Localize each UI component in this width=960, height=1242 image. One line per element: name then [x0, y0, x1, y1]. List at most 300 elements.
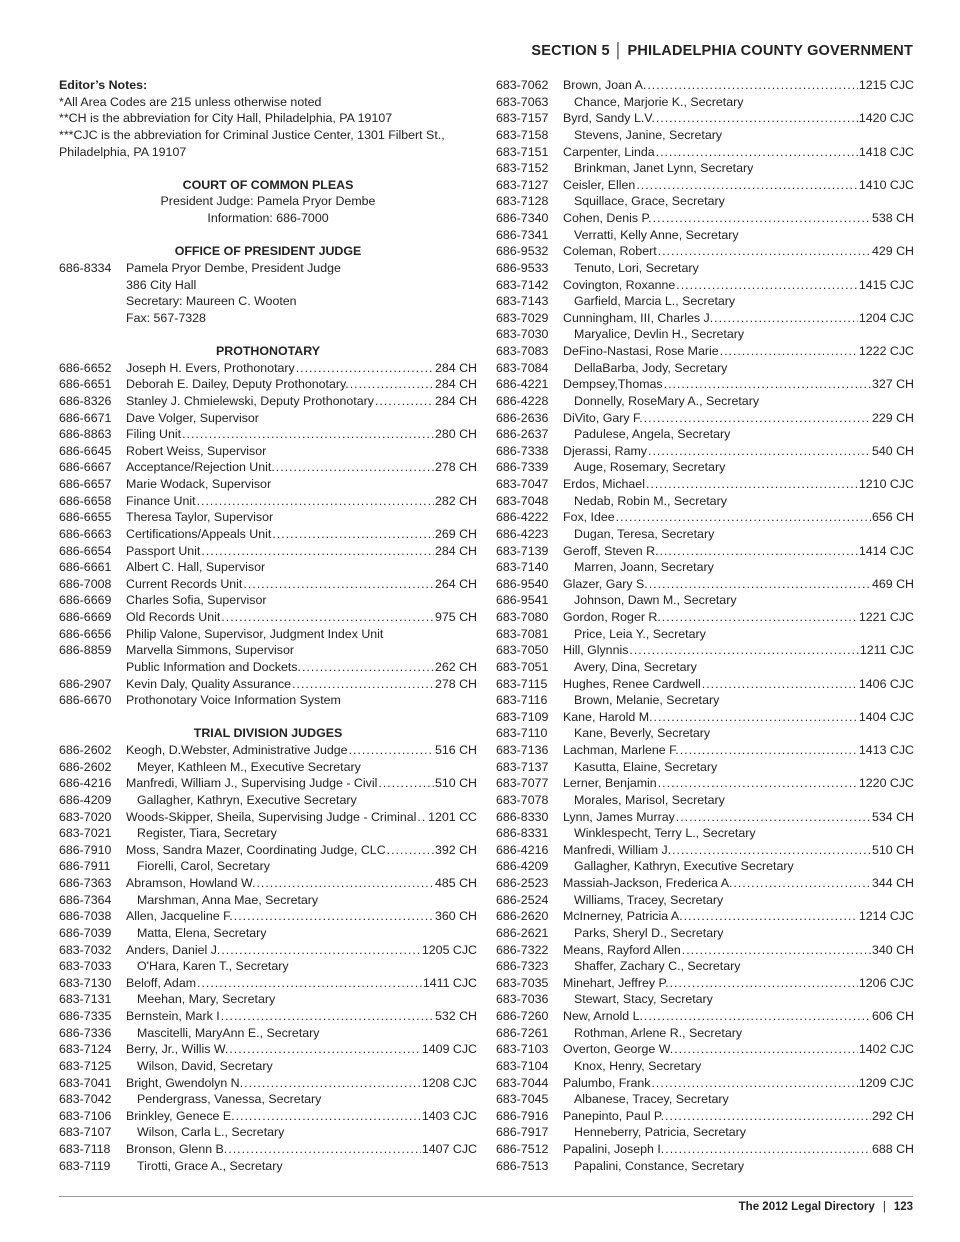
- phone-number: 686-9533: [496, 260, 549, 275]
- footer-separator: |: [882, 1201, 886, 1213]
- directory-entry: [496, 77, 914, 94]
- phone-number: 686-6671: [59, 410, 112, 425]
- directory-entry: [59, 642, 477, 659]
- directory-entry: [59, 1141, 477, 1158]
- entry-name: Bright, Gwendolyn N.: [126, 1075, 244, 1090]
- directory-entry: [496, 144, 914, 161]
- entry-name: Gordon, Roger R.: [563, 610, 661, 624]
- dot-leader: [636, 177, 858, 194]
- room-number: 284 CH: [434, 360, 477, 375]
- directory-entry: [59, 609, 477, 626]
- room-number: 269 CH: [434, 526, 477, 541]
- office-detail: Fax: 567-7328: [126, 310, 206, 325]
- directory-entry: [496, 676, 914, 693]
- directory-entry: [59, 1091, 477, 1108]
- dot-leader: [702, 676, 858, 693]
- entry-name: DeFino-Nastasi, Rose Marie: [563, 344, 719, 358]
- directory-entry: [59, 576, 477, 593]
- entry-name: Henneberry, Patricia, Secretary: [574, 1125, 746, 1140]
- entry-name: Brown, Joan A.: [563, 78, 647, 92]
- phone-number: 683-7107: [59, 1125, 112, 1140]
- entry-name: Fox, Idee: [563, 510, 615, 525]
- phone-number: 683-7152: [496, 161, 549, 176]
- entry-name: Panepinto, Paul P.: [563, 1108, 665, 1123]
- entry-name: Dave Volger, Supervisor: [126, 410, 259, 425]
- phone-number: 686-6670: [59, 693, 112, 708]
- entry-name: McInerney, Patricia A.: [563, 909, 683, 924]
- phone-number: 683-7077: [496, 776, 549, 791]
- directory-entry: [496, 809, 914, 826]
- directory-entry: [59, 825, 477, 842]
- dot-leader: [375, 393, 434, 410]
- entry-name: Pendergrass, Vanessa, Secretary: [137, 1092, 322, 1107]
- footer-rule: [59, 1196, 913, 1197]
- phone-number: 683-7063: [496, 94, 549, 109]
- phone-number: 686-6651: [59, 377, 112, 392]
- phone-number: 683-7081: [496, 626, 549, 641]
- entry-name: Kevin Daly, Quality Assurance: [126, 676, 292, 691]
- dot-leader: [644, 410, 871, 427]
- phone-number: 686-9532: [496, 244, 549, 259]
- directory-entry: [496, 576, 914, 593]
- directory-entry: [59, 393, 477, 410]
- directory-entry: [496, 875, 914, 892]
- phone-number: 683-7131: [59, 992, 112, 1007]
- phone-number: 686-2907: [59, 676, 112, 691]
- office-detail: Secretary: Maureen C. Wooten: [126, 294, 297, 309]
- directory-entry: [496, 775, 914, 792]
- entry-name: Acceptance/Rejection Unit.: [126, 460, 275, 475]
- directory-entry: [496, 925, 914, 942]
- phone-number: 683-7151: [496, 144, 549, 159]
- phone-number: 686-7513: [496, 1158, 549, 1173]
- entry-name: Byrd, Sandy L.V.: [563, 111, 655, 126]
- directory-entry: [59, 692, 477, 709]
- entry-name: Tenuto, Lori, Secretary: [574, 260, 699, 275]
- directory-entry: [496, 559, 914, 576]
- office-entry: [59, 260, 477, 277]
- directory-entry: [496, 908, 914, 925]
- entry-name: Kane, Beverly, Secretary: [574, 726, 711, 741]
- room-number: 1208 CJC: [421, 1075, 477, 1090]
- dot-leader: [648, 443, 871, 460]
- entry-name: Glazer, Gary S.: [563, 576, 648, 591]
- court-title: COURT OF COMMON PLEAS: [182, 177, 354, 192]
- room-number: 1409 CJC: [421, 1042, 477, 1057]
- phone-number: 683-7078: [496, 792, 549, 807]
- phone-number: 686-6654: [59, 543, 112, 558]
- phone-number: 686-7916: [496, 1108, 549, 1123]
- entry-name: Padulese, Angela, Secretary: [574, 427, 731, 442]
- phone-number: 683-7124: [59, 1042, 112, 1057]
- directory-entry: [59, 410, 477, 427]
- directory-entry: [496, 376, 914, 393]
- entry-name: Certifications/Appeals Unit: [126, 526, 272, 541]
- entry-name: Manfredi, William J., Supervising Judge - Civil: [126, 776, 378, 791]
- phone-number: 683-7051: [496, 659, 549, 674]
- entry-name: O'Hara, Karen T., Secretary: [137, 959, 289, 974]
- entry-name: Coleman, Robert: [563, 244, 657, 259]
- phone-number: 686-8331: [496, 826, 549, 841]
- room-number: 540 CH: [871, 443, 914, 458]
- directory-entry: [496, 277, 914, 294]
- phone-number: 683-7029: [496, 310, 549, 325]
- entry-name: Stevens, Janine, Secretary: [574, 127, 723, 142]
- phone-number: 686-8330: [496, 809, 549, 824]
- directory-entry: [496, 243, 914, 260]
- entry-name: Avery, Dina, Secretary: [574, 659, 697, 674]
- note-line: Philadelphia, PA 19107: [59, 144, 187, 159]
- entry-name: Meehan, Mary, Secretary: [137, 992, 276, 1007]
- directory-entry: [496, 792, 914, 809]
- room-number: 1214 CJC: [858, 909, 914, 924]
- entry-name: Williams, Tracey, Secretary: [574, 892, 724, 907]
- phone-number: 686-7341: [496, 227, 549, 242]
- dot-leader: [647, 77, 858, 94]
- entry-name: Hill, Glynnis: [563, 643, 629, 658]
- phone-number: 683-7084: [496, 360, 549, 375]
- entry-name: Pamela Pryor Dembe, President Judge: [126, 260, 341, 275]
- room-number: 1209 CJC: [858, 1075, 914, 1090]
- directory-entry: [496, 160, 914, 177]
- dot-leader: [616, 509, 871, 526]
- entry-name: Garfield, Marcia L., Secretary: [574, 294, 736, 309]
- phone-number: 683-7140: [496, 560, 549, 575]
- dot-leader: [221, 609, 434, 626]
- dot-leader: [221, 942, 421, 959]
- phone-number: 686-9540: [496, 576, 549, 591]
- room-number: 392 CH: [434, 842, 477, 857]
- directory-entry: [496, 1108, 914, 1125]
- directory-entry: [496, 1141, 914, 1158]
- room-number: 1420 CJC: [858, 111, 914, 126]
- entry-name: Woods-Skipper, Sheila, Supervising Judge - Criminal: [126, 809, 417, 824]
- directory-entry: [496, 459, 914, 476]
- phone-number: 686-2621: [496, 925, 549, 940]
- phone-number: 683-7127: [496, 177, 549, 192]
- entry-name: Kane, Harold M.: [563, 709, 653, 724]
- note-line: **CH is the abbreviation for City Hall, Philadelphia, PA 19107: [59, 111, 393, 126]
- directory-entry: [496, 443, 914, 460]
- entry-name: Price, Leia Y., Secretary: [574, 626, 706, 641]
- entry-name: Erdos, Michael: [563, 477, 645, 491]
- dot-leader: [229, 1041, 421, 1058]
- phone-number: 686-6658: [59, 493, 112, 508]
- directory-entry: [496, 1091, 914, 1108]
- directory-entry: [496, 526, 914, 543]
- entry-name: Cohen, Denis P.: [563, 211, 652, 225]
- entry-name: Mascitelli, MaryAnn E., Secretary: [137, 1025, 320, 1040]
- office-detail: 386 City Hall: [126, 277, 197, 292]
- entry-name: Old Records Unit: [126, 610, 221, 624]
- dot-leader: [387, 842, 434, 859]
- dot-leader: [350, 376, 434, 393]
- directory-entry: [59, 775, 477, 792]
- entry-name: Marren, Joann, Secretary: [574, 560, 714, 575]
- room-number: 485 CH: [434, 876, 477, 890]
- dot-leader: [660, 543, 858, 560]
- phone-number: 686-2602: [59, 743, 112, 757]
- entry-name: Gallagher, Kathryn, Executive Secretary: [137, 792, 357, 807]
- room-number: 284 CH: [434, 543, 477, 558]
- directory-entry: [496, 227, 914, 244]
- entry-name: Ceisler, Ellen: [563, 177, 636, 192]
- information-line: Information: 686-7000: [207, 211, 329, 225]
- entry-name: Auge, Rosemary, Secretary: [574, 460, 726, 475]
- entry-name: Philip Valone, Supervisor, Judgment Index Unit: [126, 626, 384, 641]
- directory-entry: [59, 759, 477, 776]
- entry-name: Meyer, Kathleen M., Executive Secretary: [137, 759, 361, 774]
- directory-entry: [59, 809, 477, 826]
- directory-entry: [496, 210, 914, 227]
- entry-name: Bernstein, Mark I: [126, 1009, 220, 1023]
- directory-entry: [59, 426, 477, 443]
- entry-name: Nedab, Robin M., Secretary: [574, 493, 727, 508]
- directory-entry: [496, 260, 914, 277]
- directory-entry: [496, 110, 914, 127]
- dot-leader: [651, 1075, 857, 1092]
- dot-leader: [221, 1008, 434, 1025]
- phone-number: 686-6645: [59, 443, 112, 458]
- dot-leader: [182, 426, 434, 443]
- entry-name: Parks, Sheryl D., Secretary: [574, 925, 724, 940]
- room-number: 510 CH: [434, 776, 477, 791]
- directory-entry: [59, 908, 477, 925]
- phone-number: 686-7008: [59, 576, 112, 591]
- room-number: 344 CH: [871, 876, 914, 890]
- dot-leader: [197, 493, 434, 510]
- phone-number: 683-7115: [496, 676, 548, 691]
- directory-entry: [59, 1158, 477, 1175]
- dot-leader: [296, 360, 434, 377]
- room-number: 280 CH: [434, 427, 477, 442]
- phone-number: 683-7125: [59, 1058, 112, 1073]
- dot-leader: [653, 210, 871, 227]
- phone-number: 686-6656: [59, 626, 112, 641]
- phone-number: 686-4223: [496, 526, 549, 541]
- directory-entry: [496, 975, 914, 992]
- directory-entry: [496, 942, 914, 959]
- entry-name: Dempsey,Thomas: [563, 377, 663, 392]
- phone-number: 683-7048: [496, 493, 549, 508]
- entry-name: Manfredi, William J.: [563, 842, 672, 857]
- entry-name: Verratti, Kelly Anne, Secretary: [574, 227, 739, 242]
- entry-name: Massiah-Jackson, Frederica A.: [563, 876, 733, 890]
- directory-entry: [496, 892, 914, 909]
- phone-number: 686-2524: [496, 892, 549, 907]
- entry-name: Joseph H. Evers, Prothonotary: [126, 360, 295, 375]
- dot-leader: [656, 144, 858, 161]
- entry-name: Knox, Henry, Secretary: [574, 1058, 702, 1073]
- phone-number: 683-7137: [496, 759, 549, 774]
- dot-leader: [676, 809, 871, 826]
- room-number: 516 CH: [434, 743, 477, 757]
- entry-name: Lerner, Benjamin: [563, 776, 657, 791]
- entry-name: Prothonotary Voice Information System: [126, 693, 341, 708]
- entry-name: Brinkley, Genece E.: [126, 1108, 235, 1123]
- dot-leader: [349, 742, 434, 759]
- phone-number: 686-2620: [496, 909, 549, 924]
- entry-name: Kasutta, Elaine, Secretary: [574, 759, 718, 774]
- dot-leader: [664, 376, 871, 393]
- phone-number: 683-7109: [496, 709, 549, 724]
- phone-number: 683-7106: [59, 1108, 112, 1123]
- phone-number: 686-4221: [496, 377, 549, 392]
- phone-number: 686-6669: [59, 610, 112, 624]
- room-number: 1221 CJC: [858, 610, 914, 624]
- directory-entry: [59, 459, 477, 476]
- phone-number: 683-7142: [496, 277, 549, 292]
- phone-number: 683-7050: [496, 643, 549, 658]
- directory-entry: [59, 1124, 477, 1141]
- phone-number: 683-7136: [496, 743, 549, 757]
- room-number: 1414 CJC: [858, 543, 914, 558]
- phone-number: 686-4209: [496, 859, 549, 874]
- phone-number: 683-7103: [496, 1042, 549, 1057]
- phone-number: 686-7335: [59, 1009, 112, 1023]
- directory-entry: [59, 443, 477, 460]
- phone-number: 686-7039: [59, 925, 112, 940]
- room-number: 360 CH: [434, 909, 477, 924]
- dot-leader: [228, 1141, 421, 1158]
- phone-number: 683-7116: [496, 693, 548, 708]
- phone-number: 686-7363: [59, 876, 112, 890]
- room-number: 1404 CJC: [858, 709, 914, 724]
- entry-name: Fiorelli, Carol, Secretary: [137, 859, 270, 874]
- room-number: 1403 CJC: [421, 1108, 477, 1123]
- entry-name: Chance, Marjorie K., Secretary: [574, 94, 744, 109]
- directory-entry: [59, 509, 477, 526]
- directory-entry: [496, 310, 914, 327]
- entry-name: Matta, Elena, Secretary: [137, 925, 267, 940]
- phone-number: 686-6669: [59, 593, 112, 608]
- directory-entry: [496, 326, 914, 343]
- directory-entry: [59, 360, 477, 377]
- room-number: 1413 CJC: [858, 743, 914, 757]
- note-line: *All Area Codes are 215 unless otherwise noted: [59, 94, 322, 109]
- phone-number: 686-7910: [59, 842, 112, 857]
- entry-name: Dugan, Teresa, Secretary: [574, 526, 715, 541]
- dot-leader: [644, 1008, 871, 1025]
- office-title: OFFICE OF PRESIDENT JUDGE: [174, 244, 362, 259]
- phone-number: 686-4222: [496, 510, 549, 525]
- phone-number: 686-7261: [496, 1025, 549, 1040]
- directory-entry: [59, 676, 477, 693]
- phone-number: 686-7364: [59, 892, 112, 907]
- room-number: 284 CH: [434, 377, 477, 392]
- section-header: SECTION 5 │ PHILADELPHIA COUNTY GOVERNMENT: [531, 43, 913, 59]
- entry-name: Johnson, Dawn M., Secretary: [574, 593, 737, 608]
- directory-entry: [496, 659, 914, 676]
- phone-number: 686-8859: [59, 643, 112, 658]
- directory-entry: [59, 858, 477, 875]
- directory-entry: [496, 709, 914, 726]
- president-judge-line: President Judge: Pamela Pryor Dembe: [160, 194, 376, 209]
- directory-entry: [59, 1075, 477, 1092]
- judges-list: [496, 77, 914, 1174]
- directory-entry: [496, 393, 914, 410]
- dot-leader: [658, 775, 858, 792]
- phone-number: 686-7340: [496, 211, 549, 225]
- entry-name: Anders, Daniel J.: [126, 942, 221, 957]
- page-number: 123: [893, 1201, 913, 1213]
- phone-number: 686-7512: [496, 1142, 549, 1156]
- directory-entry: [496, 609, 914, 626]
- entry-name: Marshman, Anna Mae, Secretary: [137, 892, 319, 907]
- entry-name: Brinkman, Janet Lynn, Secretary: [574, 161, 754, 176]
- dot-leader: [684, 908, 858, 925]
- directory-entry: [59, 1025, 477, 1042]
- phone-number: 686-7322: [496, 942, 549, 957]
- dot-leader: [629, 642, 858, 659]
- directory-entry: [59, 925, 477, 942]
- dot-leader: [292, 676, 434, 693]
- phone-number: 683-7021: [59, 826, 112, 841]
- entry-name: Winklespecht, Terry L., Secretary: [574, 826, 756, 841]
- directory-entry: [496, 725, 914, 742]
- directory-entry: [496, 991, 914, 1008]
- directory-entry: [59, 1008, 477, 1025]
- dot-leader: [417, 809, 427, 826]
- entry-name: Djerassi, Ramy: [563, 443, 647, 458]
- room-number: 1415 CJC: [858, 277, 914, 292]
- directory-entry: [496, 493, 914, 510]
- entry-name: Albanese, Tracey, Secretary: [574, 1092, 729, 1107]
- dot-leader: [649, 576, 871, 593]
- entry-name: DiVito, Gary F.: [563, 410, 643, 425]
- phone-number: 683-7035: [496, 975, 549, 990]
- entry-name: Covington, Roxanne: [563, 277, 676, 292]
- dot-leader: [302, 659, 434, 676]
- entry-name: Gallagher, Kathryn, Executive Secretary: [574, 859, 794, 874]
- phone-number: 683-7045: [496, 1092, 549, 1107]
- directory-entry: [496, 858, 914, 875]
- dot-leader: [658, 243, 871, 260]
- dot-leader: [672, 842, 871, 859]
- phone-number: 683-7083: [496, 344, 549, 358]
- room-number: 278 CH: [434, 460, 477, 475]
- room-number: 327 CH: [871, 377, 914, 392]
- room-number: 1210 CJC: [858, 477, 914, 491]
- room-number: 1410 CJC: [858, 177, 914, 192]
- dot-leader: [680, 742, 858, 759]
- dot-leader: [378, 775, 434, 792]
- page-footer: [739, 1201, 913, 1213]
- entry-name: New, Arnold L.: [563, 1009, 643, 1023]
- phone-number: 686-4216: [59, 776, 112, 791]
- directory-entry: [496, 127, 914, 144]
- entry-name: Filing Unit: [126, 427, 182, 442]
- entry-name: Tirotti, Grace A., Secretary: [137, 1158, 283, 1173]
- entry-name: Marie Wodack, Supervisor: [126, 477, 272, 491]
- directory-entry: [496, 410, 914, 427]
- entry-name: Albert C. Hall, Supervisor: [126, 560, 266, 575]
- room-number: 1411 CJC: [422, 975, 477, 990]
- phone-number: 683-7143: [496, 294, 549, 309]
- entry-name: Lynn, James Murray: [563, 809, 675, 824]
- room-number: 1418 CJC: [858, 144, 914, 159]
- directory-entry: [496, 642, 914, 659]
- dot-leader: [244, 1075, 421, 1092]
- footer-title: The 2012 Legal Directory: [738, 1201, 875, 1213]
- dot-leader: [656, 110, 858, 127]
- entry-name: Moss, Sandra Mazer, Coordinating Judge, CLC: [126, 842, 386, 857]
- phone-number: 686-7323: [496, 959, 549, 974]
- room-number: 1402 CJC: [858, 1042, 914, 1057]
- dot-leader: [670, 975, 858, 992]
- phone-number: 683-7047: [496, 477, 549, 491]
- room-number: 229 CH: [871, 410, 914, 425]
